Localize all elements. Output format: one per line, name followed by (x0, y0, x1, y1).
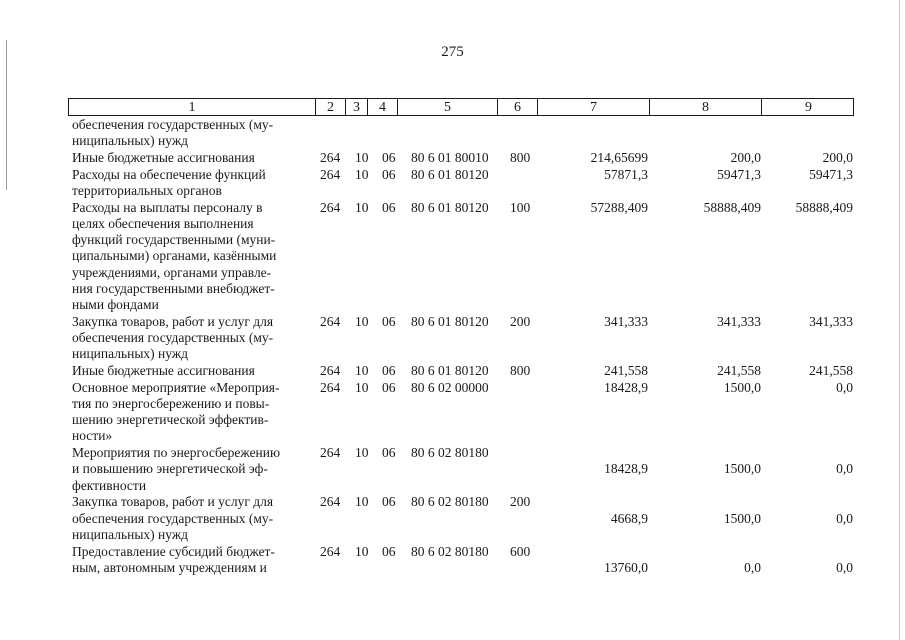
description-line: Закупка товаров, работ и услуг для (72, 313, 274, 329)
row-description (72, 314, 310, 363)
cell-c4: 06 (382, 379, 396, 395)
cell-c7 (604, 380, 648, 396)
cell-c8 (724, 445, 761, 477)
amount-value: 0,0 (744, 559, 761, 575)
description-line: тия по энергосбережению и повы- (72, 395, 270, 411)
cell-c9 (809, 314, 853, 330)
amount-value (724, 445, 761, 461)
cell-c9 (809, 363, 853, 379)
description-line: обеспечения государственных (му- (72, 117, 274, 132)
cell-c4: 06 (382, 362, 396, 378)
amount-value (836, 494, 853, 510)
cell-c7 (604, 314, 648, 330)
amount-value (604, 445, 648, 461)
cell-c7 (591, 200, 648, 216)
row-description (72, 200, 310, 313)
cell-c4: 06 (382, 166, 396, 182)
cell-c5: 80 6 02 80180 (411, 494, 489, 510)
description-line: ния государственными внебюджет- (72, 280, 275, 296)
cell-c2: 264 (320, 362, 341, 378)
row-description (72, 117, 310, 149)
cell-c3: 10 (355, 362, 369, 378)
cell-c3: 10 (355, 150, 369, 165)
amount-value: 341,333 (604, 313, 648, 329)
description-line: ниципальных) нужд (72, 346, 189, 362)
amount-value (836, 544, 853, 560)
table-row (0, 314, 905, 363)
cell-c7 (604, 363, 648, 379)
cell-c6: 200 (510, 494, 531, 510)
description-line: Расходы на выплаты персоналу в (72, 199, 263, 215)
header-col-3: 3 (345, 99, 367, 115)
description-line: ципальными) органами, казёнными (72, 248, 277, 264)
description-line: Иные бюджетные ассигнования (72, 150, 255, 165)
amount-value (744, 544, 761, 560)
table-row (0, 200, 905, 314)
cell-c8 (731, 150, 761, 166)
cell-c5: 80 6 01 80120 (411, 166, 489, 182)
cell-c4: 06 (382, 494, 396, 510)
amount-value: 57871,3 (604, 166, 648, 182)
amount-value: 0,0 (836, 379, 853, 395)
table-row (0, 445, 905, 494)
amount-value: 58888,409 (795, 199, 853, 215)
cell-c9 (823, 150, 853, 166)
header-col-9: 9 (761, 99, 855, 115)
table-row (0, 117, 905, 150)
cell-c2: 264 (320, 199, 341, 215)
cell-c2: 264 (320, 313, 341, 329)
header-col-6: 6 (497, 99, 537, 115)
description-line: Иные бюджетные ассигнования (72, 362, 255, 378)
row-description (72, 150, 310, 166)
description-line: ным, автономным учреждениям и (72, 559, 267, 575)
amount-value: 13760,0 (604, 559, 648, 575)
table-row (0, 363, 905, 380)
amount-value: 200,0 (822, 150, 853, 165)
header-col-5: 5 (397, 99, 497, 115)
cell-c6: 200 (510, 313, 531, 329)
cell-c4: 06 (382, 150, 396, 165)
table-row (0, 167, 905, 200)
cell-c6: 600 (510, 543, 531, 559)
description-line: шению энергетической эффектив- (72, 412, 269, 428)
cell-c3: 10 (355, 494, 369, 510)
amount-value: 57288,409 (590, 199, 648, 215)
table-header-row (68, 98, 854, 116)
table-row (0, 494, 905, 543)
description-line: и повышению энергетической эф- (72, 461, 268, 477)
header-col-2: 2 (315, 99, 345, 115)
table-row (0, 150, 905, 167)
cell-c8 (704, 200, 761, 216)
cell-c7 (604, 544, 648, 576)
description-line: фективности (72, 477, 147, 493)
cell-c4: 06 (382, 543, 396, 559)
description-line: ниципальных) нужд (72, 133, 189, 149)
cell-c9 (836, 494, 853, 526)
cell-c3: 10 (355, 543, 369, 559)
description-line: Мероприятия по энергосбережению (72, 445, 281, 461)
cell-c2: 264 (320, 543, 341, 559)
description-line: ности» (72, 428, 113, 444)
description-line: территориальных органов (72, 183, 222, 198)
cell-c5: 80 6 01 80120 (411, 199, 489, 215)
amount-value: 59471,3 (717, 166, 761, 182)
cell-c3: 10 (355, 313, 369, 329)
cell-c6: 800 (510, 362, 531, 378)
row-description (72, 167, 310, 199)
cell-c8 (717, 314, 761, 330)
description-line: обеспечения государственных (му- (72, 510, 274, 526)
amount-value: 0,0 (836, 510, 853, 526)
cell-c2: 264 (320, 150, 341, 165)
cell-c2: 264 (320, 379, 341, 395)
cell-c2: 264 (320, 445, 341, 461)
cell-c6: 100 (510, 199, 531, 215)
cell-c5: 80 6 01 80120 (411, 362, 489, 378)
cell-c8 (744, 544, 761, 576)
header-col-1: 1 (188, 100, 196, 115)
description-line: ниципальных) нужд (72, 526, 189, 542)
description-line: Основное мероприятие «Мероприя- (72, 379, 280, 395)
description-line: целях обеспечения выполнения (72, 216, 254, 231)
cell-c9 (796, 200, 853, 216)
cell-c5: 80 6 01 80120 (411, 313, 489, 329)
amount-value: 59471,3 (809, 166, 853, 182)
cell-c3: 10 (355, 379, 369, 395)
cell-c4: 06 (382, 199, 396, 215)
cell-c5: 80 6 02 80180 (411, 543, 489, 559)
row-description (72, 363, 310, 379)
amount-value: 0,0 (836, 461, 853, 477)
cell-c7 (591, 150, 648, 166)
cell-c3: 10 (355, 445, 369, 461)
amount-value: 200,0 (730, 150, 761, 165)
amount-value (604, 544, 648, 560)
description-line: Расходы на обеспечение функций (72, 166, 266, 182)
amount-value: 4668,9 (610, 510, 648, 526)
description-line: Предоставление субсидий бюджет- (72, 543, 275, 559)
cell-c8 (717, 167, 761, 183)
row-description (72, 544, 310, 576)
cell-c3: 10 (355, 199, 369, 215)
row-description (72, 380, 310, 445)
header-col-4: 4 (367, 99, 397, 115)
amount-value: 241,558 (604, 362, 648, 378)
cell-c5: 80 6 02 80180 (411, 445, 489, 461)
amount-value: 1500,0 (723, 379, 761, 395)
row-description (72, 445, 310, 494)
amount-value: 18428,9 (604, 461, 648, 477)
header-col-8: 8 (649, 99, 761, 115)
amount-value: 241,558 (717, 362, 761, 378)
description-line: ными фондами (72, 297, 159, 313)
table-row (0, 380, 905, 445)
amount-value (836, 445, 853, 461)
cell-c7 (604, 445, 648, 477)
cell-c2: 264 (320, 166, 341, 182)
cell-c4: 06 (382, 313, 396, 329)
header-col-7: 7 (537, 99, 649, 115)
amount-value: 58888,409 (703, 199, 761, 215)
cell-c2: 264 (320, 494, 341, 510)
cell-c9 (836, 544, 853, 576)
page-number: 275 (441, 44, 464, 60)
amount-value (611, 494, 648, 510)
cell-c6: 800 (510, 150, 531, 165)
cell-c7 (611, 494, 648, 526)
amount-value: 1500,0 (723, 510, 761, 526)
amount-value (724, 494, 761, 510)
amount-value: 18428,9 (604, 379, 648, 395)
cell-c3: 10 (355, 166, 369, 182)
cell-c7 (604, 167, 648, 183)
cell-c9 (809, 167, 853, 183)
cell-c4: 06 (382, 445, 396, 461)
row-description (72, 494, 310, 543)
amount-value: 341,333 (809, 313, 853, 329)
cell-c5: 80 6 01 80010 (411, 150, 489, 165)
amount-value: 1500,0 (723, 461, 761, 477)
amount-value: 0,0 (836, 559, 853, 575)
cell-c5: 80 6 02 00000 (411, 379, 489, 395)
amount-value: 341,333 (717, 313, 761, 329)
amount-value: 214,65699 (590, 150, 648, 165)
table-body (0, 117, 905, 577)
description-line: Закупка товаров, работ и услуг для (72, 494, 274, 510)
cell-c8 (724, 494, 761, 526)
cell-c8 (717, 363, 761, 379)
cell-c9 (836, 445, 853, 477)
cell-c8 (724, 380, 761, 396)
table-row (0, 544, 905, 577)
cell-c9 (836, 380, 853, 396)
description-line: функций государственными (муни- (72, 232, 276, 248)
description-line: обеспечения государственных (му- (72, 330, 274, 345)
description-line: учреждениями, органами управле- (72, 264, 272, 280)
amount-value: 241,558 (809, 362, 853, 378)
